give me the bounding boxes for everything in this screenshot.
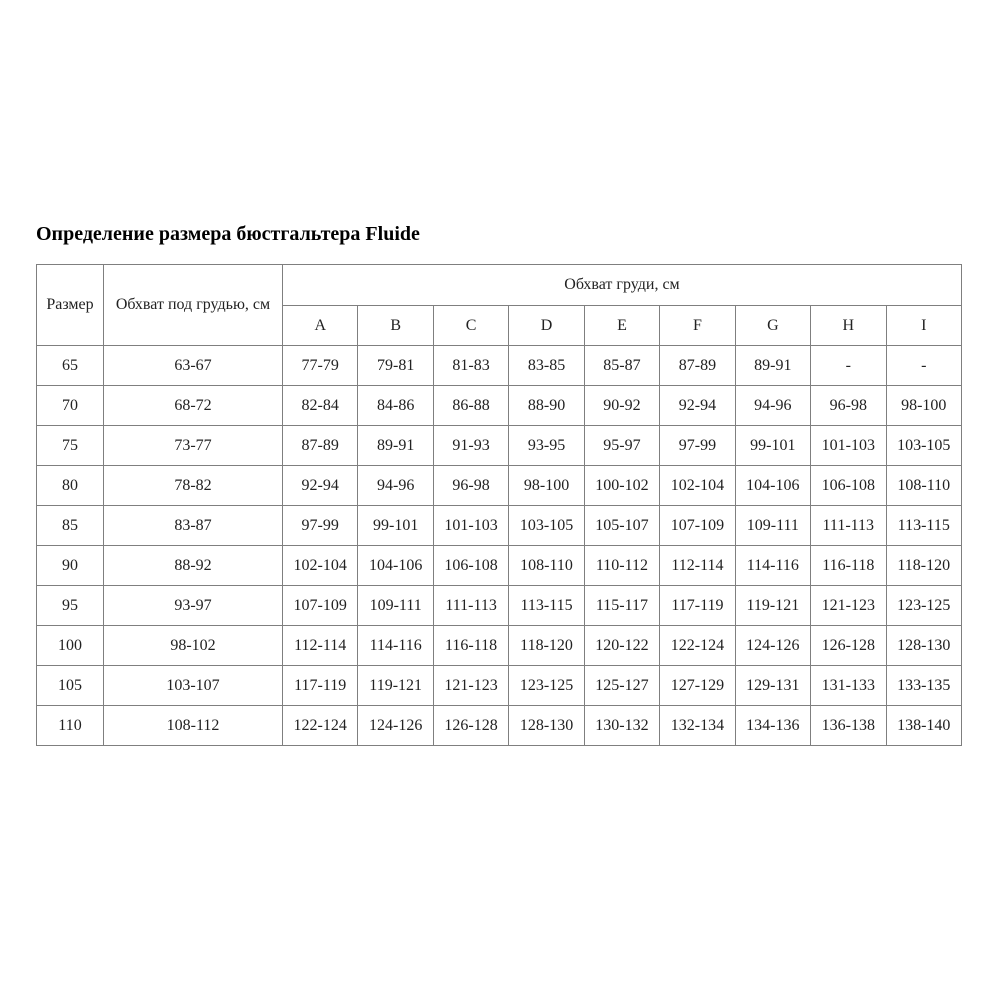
bust-range-cell: 131-133: [811, 666, 886, 706]
bust-range-cell: 134-136: [735, 706, 810, 746]
bust-range-cell: 114-116: [735, 546, 810, 586]
bust-range-cell: 84-86: [358, 386, 433, 426]
bust-range-cell: 83-85: [509, 346, 584, 386]
table-row: [37, 626, 962, 666]
size-cell: 110: [37, 706, 104, 746]
bust-range-cell: 114-116: [358, 626, 433, 666]
table-row: [37, 346, 962, 386]
content-area: [36, 222, 963, 746]
bust-range-cell: 124-126: [358, 706, 433, 746]
bust-range-cell: 85-87: [584, 346, 659, 386]
bust-range-cell: 128-130: [509, 706, 584, 746]
cup-column-header: F: [660, 306, 735, 346]
bust-range-cell: 129-131: [735, 666, 810, 706]
bust-range-cell: 99-101: [735, 426, 810, 466]
bust-range-cell: 89-91: [358, 426, 433, 466]
bust-range-cell: 77-79: [283, 346, 358, 386]
cup-column-header: I: [886, 306, 962, 346]
bust-range-cell: 123-125: [509, 666, 584, 706]
bust-range-cell: 96-98: [811, 386, 886, 426]
cup-column-header: E: [584, 306, 659, 346]
bust-range-cell: 103-105: [509, 506, 584, 546]
underbust-cell: 78-82: [104, 466, 283, 506]
bra-size-table: [36, 264, 962, 746]
bust-range-cell: 90-92: [584, 386, 659, 426]
table-body: [37, 346, 962, 746]
bust-range-cell: 87-89: [283, 426, 358, 466]
bust-range-cell: 108-110: [886, 466, 962, 506]
bust-range-cell: 115-117: [584, 586, 659, 626]
bust-range-cell: 136-138: [811, 706, 886, 746]
size-cell: 75: [37, 426, 104, 466]
underbust-cell: 108-112: [104, 706, 283, 746]
bust-range-cell: 94-96: [358, 466, 433, 506]
bust-range-cell: 113-115: [509, 586, 584, 626]
bust-range-cell: 122-124: [660, 626, 735, 666]
size-cell: 90: [37, 546, 104, 586]
bust-range-cell: 116-118: [433, 626, 508, 666]
bust-range-cell: 104-106: [358, 546, 433, 586]
table-row: [37, 506, 962, 546]
bust-range-cell: 102-104: [660, 466, 735, 506]
table-row: [37, 546, 962, 586]
bust-range-cell: 126-128: [811, 626, 886, 666]
bust-range-cell: 113-115: [886, 506, 962, 546]
bust-range-cell: 93-95: [509, 426, 584, 466]
bust-range-cell: 109-111: [735, 506, 810, 546]
cup-column-header: A: [283, 306, 358, 346]
bust-range-cell: 105-107: [584, 506, 659, 546]
bust-range-cell: 111-113: [433, 586, 508, 626]
underbust-cell: 83-87: [104, 506, 283, 546]
bust-range-cell: 138-140: [886, 706, 962, 746]
page-title: Определение размера бюстгальтера Fluide: [36, 223, 420, 245]
bust-range-cell: 118-120: [886, 546, 962, 586]
bust-range-cell: 101-103: [433, 506, 508, 546]
bust-range-cell: 92-94: [283, 466, 358, 506]
bust-range-cell: 101-103: [811, 426, 886, 466]
bust-range-cell: -: [811, 346, 886, 386]
bust-range-cell: 88-90: [509, 386, 584, 426]
bust-range-cell: 97-99: [283, 506, 358, 546]
underbust-cell: 73-77: [104, 426, 283, 466]
bust-range-cell: 89-91: [735, 346, 810, 386]
table-row: [37, 466, 962, 506]
table-row: [37, 706, 962, 746]
bust-range-cell: 111-113: [811, 506, 886, 546]
bust-range-cell: 121-123: [811, 586, 886, 626]
size-cell: 65: [37, 346, 104, 386]
bust-range-cell: 119-121: [358, 666, 433, 706]
bust-range-cell: 98-100: [509, 466, 584, 506]
underbust-cell: 63-67: [104, 346, 283, 386]
cup-column-header: B: [358, 306, 433, 346]
underbust-cell: 68-72: [104, 386, 283, 426]
bust-range-cell: 98-100: [886, 386, 962, 426]
table-row: [37, 426, 962, 466]
bust-group-header: Обхват груди, см: [283, 265, 962, 306]
bust-range-cell: 126-128: [433, 706, 508, 746]
cup-column-header: H: [811, 306, 886, 346]
bust-range-cell: 107-109: [660, 506, 735, 546]
bust-range-cell: 81-83: [433, 346, 508, 386]
bust-range-cell: 119-121: [735, 586, 810, 626]
bust-range-cell: 87-89: [660, 346, 735, 386]
bust-range-cell: 95-97: [584, 426, 659, 466]
bust-range-cell: 130-132: [584, 706, 659, 746]
bust-range-cell: 103-105: [886, 426, 962, 466]
bust-range-cell: 122-124: [283, 706, 358, 746]
bust-range-cell: 91-93: [433, 426, 508, 466]
bust-range-cell: 128-130: [886, 626, 962, 666]
underbust-cell: 93-97: [104, 586, 283, 626]
bust-range-cell: 86-88: [433, 386, 508, 426]
bust-range-cell: 100-102: [584, 466, 659, 506]
bust-range-cell: 102-104: [283, 546, 358, 586]
bust-range-cell: 79-81: [358, 346, 433, 386]
bust-range-cell: 116-118: [811, 546, 886, 586]
bust-range-cell: 94-96: [735, 386, 810, 426]
bust-range-cell: 112-114: [283, 626, 358, 666]
bust-range-cell: 106-108: [811, 466, 886, 506]
underbust-cell: 98-102: [104, 626, 283, 666]
bust-range-cell: 125-127: [584, 666, 659, 706]
underbust-cell: 103-107: [104, 666, 283, 706]
bust-range-cell: 117-119: [660, 586, 735, 626]
cup-column-header: C: [433, 306, 508, 346]
bust-range-cell: 123-125: [886, 586, 962, 626]
bust-range-cell: 108-110: [509, 546, 584, 586]
table-row: [37, 386, 962, 426]
size-cell: 105: [37, 666, 104, 706]
underbust-column-header: Обхват под грудью, см: [104, 265, 283, 346]
bust-range-cell: 133-135: [886, 666, 962, 706]
table-row: [37, 666, 962, 706]
bust-range-cell: 117-119: [283, 666, 358, 706]
table-row: [37, 586, 962, 626]
bust-range-cell: 106-108: [433, 546, 508, 586]
bust-range-cell: 96-98: [433, 466, 508, 506]
size-cell: 80: [37, 466, 104, 506]
size-cell: 95: [37, 586, 104, 626]
cup-column-header: G: [735, 306, 810, 346]
bust-range-cell: 132-134: [660, 706, 735, 746]
bust-range-cell: 99-101: [358, 506, 433, 546]
cup-column-header: D: [509, 306, 584, 346]
bust-range-cell: 118-120: [509, 626, 584, 666]
header-group-row: [37, 265, 962, 306]
underbust-cell: 88-92: [104, 546, 283, 586]
size-column-header: Размер: [37, 265, 104, 346]
bust-range-cell: 82-84: [283, 386, 358, 426]
size-cell: 100: [37, 626, 104, 666]
bust-range-cell: -: [886, 346, 962, 386]
bust-range-cell: 112-114: [660, 546, 735, 586]
table-header: [37, 265, 962, 346]
bust-range-cell: 92-94: [660, 386, 735, 426]
size-cell: 85: [37, 506, 104, 546]
bust-range-cell: 97-99: [660, 426, 735, 466]
bust-range-cell: 107-109: [283, 586, 358, 626]
bust-range-cell: 121-123: [433, 666, 508, 706]
bust-range-cell: 120-122: [584, 626, 659, 666]
bust-range-cell: 124-126: [735, 626, 810, 666]
bust-range-cell: 109-111: [358, 586, 433, 626]
size-cell: 70: [37, 386, 104, 426]
bust-range-cell: 127-129: [660, 666, 735, 706]
bust-range-cell: 110-112: [584, 546, 659, 586]
bust-range-cell: 104-106: [735, 466, 810, 506]
